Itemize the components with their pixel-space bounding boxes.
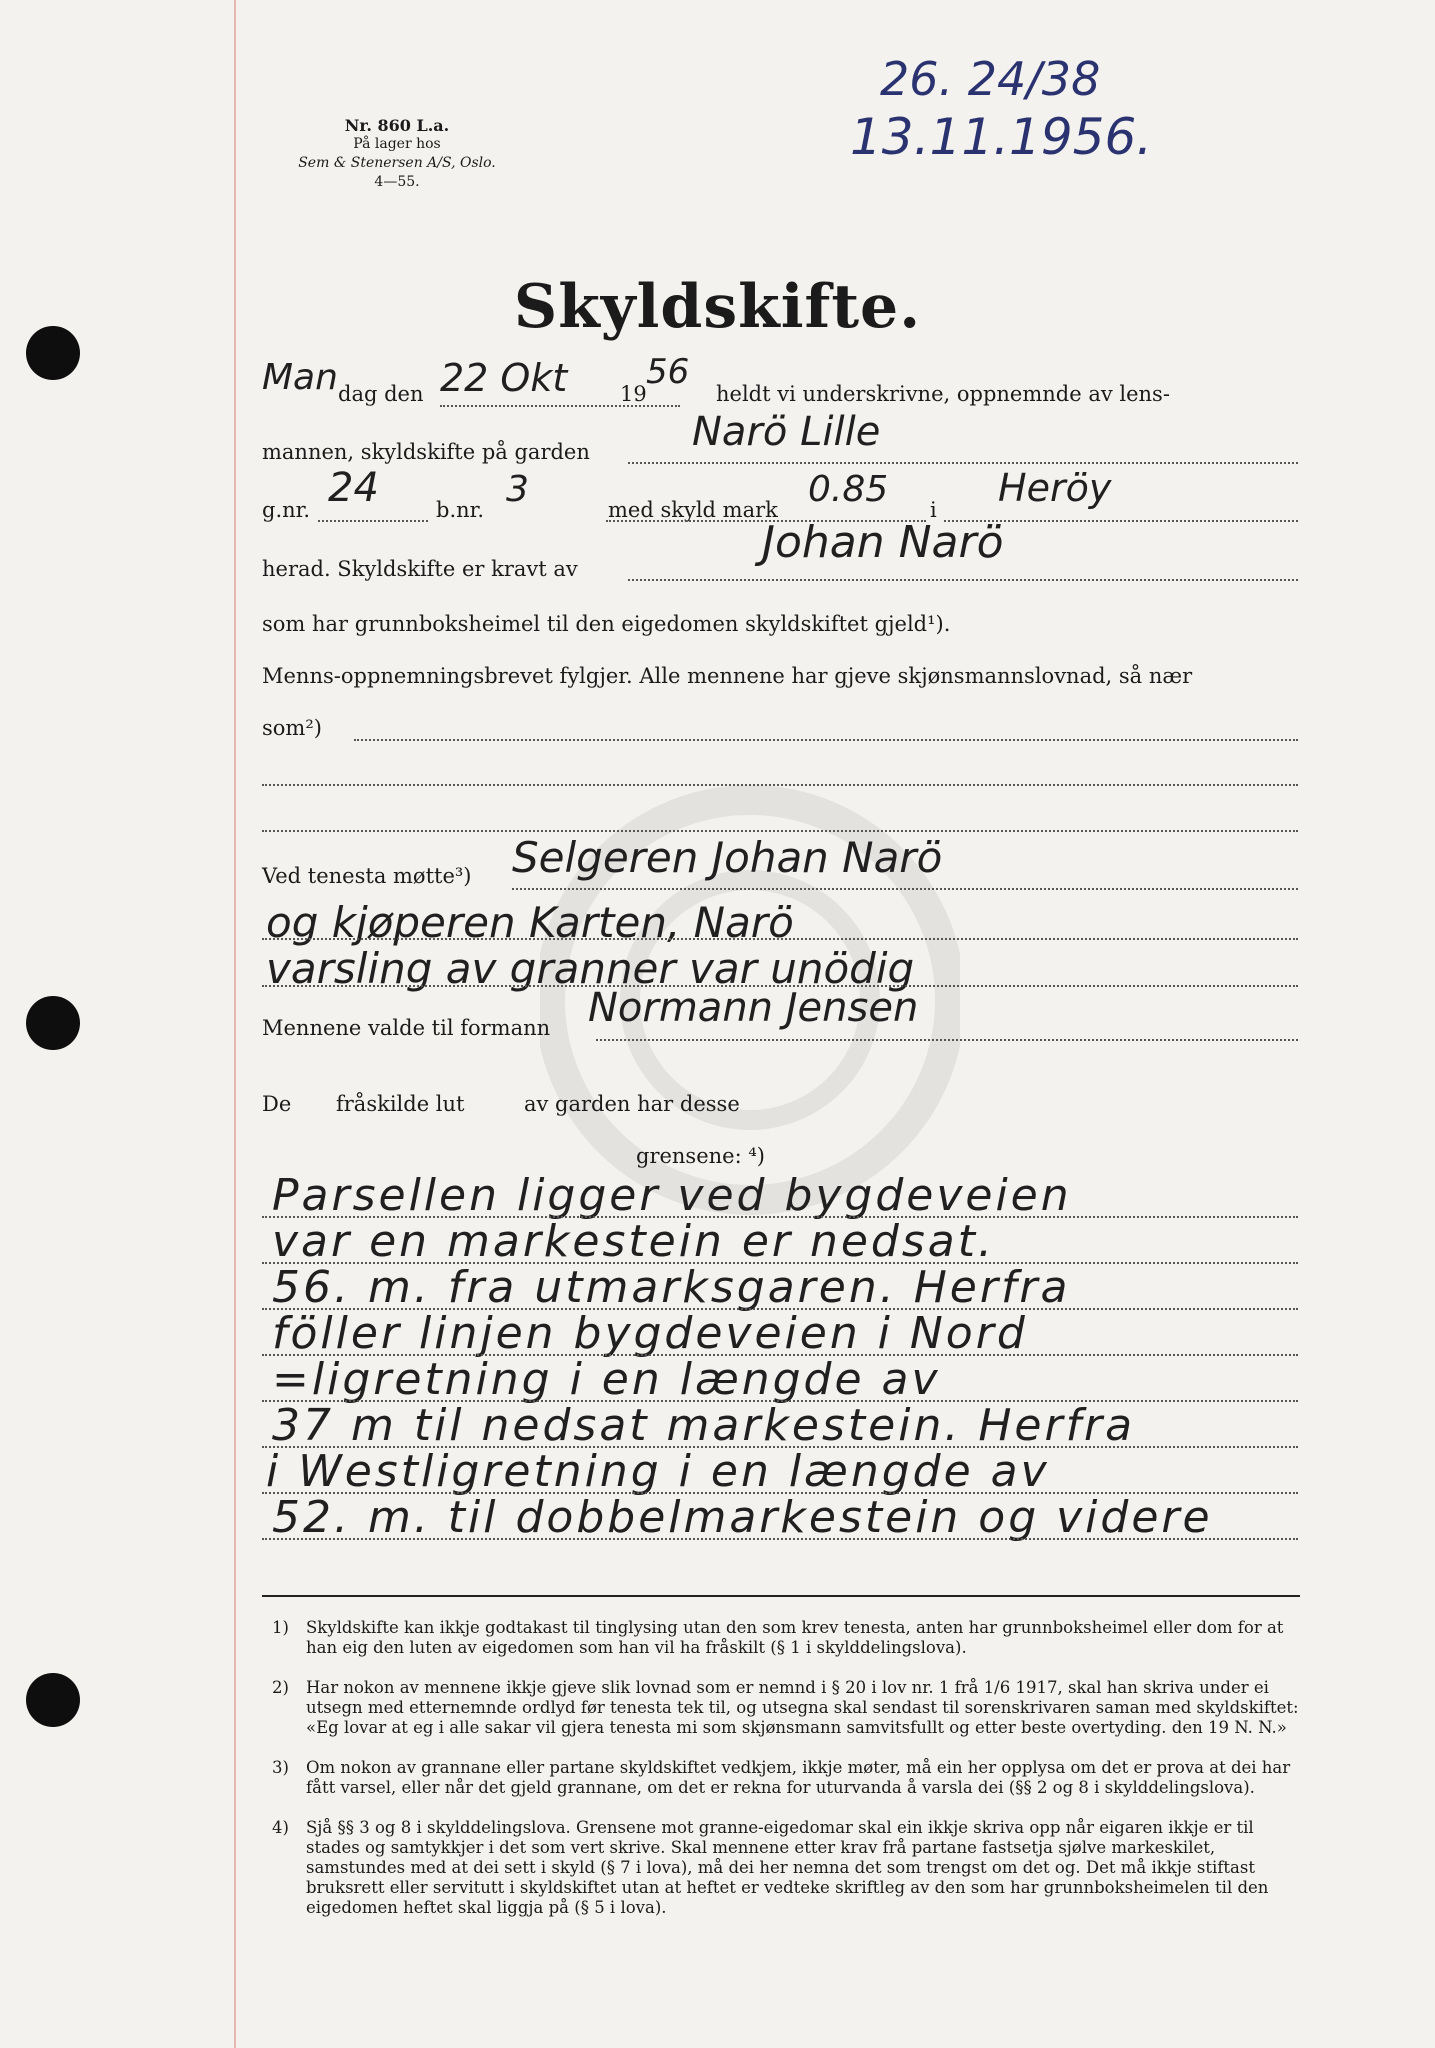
boundary-line: föller linjen bygdeveien i Nord <box>272 1308 1028 1359</box>
krav-line <box>628 579 1298 581</box>
herad-handwritten: Heröy <box>998 466 1112 510</box>
som-label: som²) <box>262 716 322 740</box>
bnr-label: b.nr. <box>436 498 485 522</box>
boundary-line: 37 m til nedsat markestein. Herfra <box>272 1400 1136 1451</box>
garden-label: mannen, skyldskifte på garden <box>262 440 590 464</box>
form-number: Nr. 860 L.a. <box>344 116 450 135</box>
footnote-text: Har nokon av mennene ikkje gjeve slik lovnad som er nemnd i § 20 i lov nr. 1 frå 1/6 1917, skal han skriva under ei utsegn med etternemnde ordlyd før tenesta tek til, og utsegna skal sendast til sorenskrivaren saman med skyldskiftet: «Eg lovar at eg i alle sakar vil gjera tenesta mi som skjønsmann samvitsfullt og etter beste overtyding. den 19 N. N.» <box>306 1678 1299 1737</box>
som-row <box>262 714 1300 742</box>
i-label: i <box>930 498 937 522</box>
reference-number: 26. 24/38 <box>880 52 1101 106</box>
footnote-number: 1) <box>272 1618 289 1637</box>
gnr-handwritten: 24 <box>328 465 379 511</box>
date-line <box>440 405 680 407</box>
boundary-line: 52. m. til dobbelmarkestein og videre <box>272 1492 1213 1543</box>
krav-handwritten: Johan Narö <box>762 517 1004 568</box>
mott-label: Ved tenesta møtte³) <box>262 864 472 888</box>
mott-handwritten-3: varsling av granner var unödig <box>266 944 915 993</box>
skyld-handwritten: 0.85 <box>808 469 889 510</box>
garden-handwritten: Narö Lille <box>692 409 881 455</box>
som-line-1 <box>354 739 1298 741</box>
footnote-text: Om nokon av grannane eller partane skyldskiftet vedkjem, ikkje møter, må ein her opplysa om det er prova at dei har fått varsel, eller når det gjeld grannane, om det er rekna for uturvanda å varsla dei (§§ 2 og 8 i skylddelingslova). <box>306 1758 1291 1797</box>
bnr-handwritten: 3 <box>506 469 529 510</box>
footnote-number: 3) <box>272 1758 289 1777</box>
imprint-stock: På lager hos <box>353 136 441 152</box>
reference-date: 13.11.1956. <box>850 108 1153 166</box>
footnote-number: 4) <box>272 1818 289 1837</box>
formann-label: Mennene valde til formann <box>262 1016 551 1040</box>
footnote-number: 2) <box>272 1678 289 1697</box>
garden-line <box>628 462 1298 464</box>
mott-line-1 <box>512 888 1298 890</box>
boundary-rule <box>262 1538 1298 1540</box>
skyld-label: med skyld mark <box>608 498 778 522</box>
weekday-handwritten: Man <box>262 357 338 398</box>
year-handwritten: 56 <box>646 352 690 392</box>
lut-label-2: fråskilde lut <box>336 1092 465 1116</box>
heimel-row: som har grunnboksheimel til den eigedomen skyldskiftet gjeld¹). <box>262 612 951 636</box>
boundary-line: 56. m. fra utmarksgaren. Herfra <box>272 1262 1071 1313</box>
formann-handwritten: Normann Jensen <box>588 985 919 1031</box>
boundary-line: var en markestein er nedsat. <box>272 1216 995 1267</box>
footnote-text: Sjå §§ 3 og 8 i skylddelingslova. Grensene mot granne-eigedomar skal ein ikkje skriva opp når eigaren ikkje er til stades og samtykkjer i det som vert skrive. Skal mennene etter krav frå partane fastsetja sjølve markeskilet, samstundes med at dei sett i skyld (§ 7 i lova), må dei her nemna det som trengst om det og. Det må ikkje stiftast bruksrett eller servitutt i skyldskiftet utan at heftet er vedteke skriftleg av den som har grunnboksheimelen til den eigedomen heftet skal liggja på (§ 5 i lova). <box>306 1818 1269 1917</box>
intro-text: heldt vi underskrivne, oppnemnde av lens- <box>716 382 1170 406</box>
punch-hole <box>26 996 80 1050</box>
lut-label-1: De <box>262 1092 292 1116</box>
footnote-rule <box>262 1595 1300 1597</box>
imprint-publisher: Sem & Stenersen A/S, Oslo. <box>298 155 496 171</box>
som-line-2 <box>262 784 1298 786</box>
dag-label: dag den <box>338 382 424 406</box>
mott-handwritten-2: og kjøperen Karten, Narö <box>266 898 794 947</box>
punch-hole <box>26 1673 80 1727</box>
date-handwritten: 22 Okt <box>440 356 568 400</box>
lut-label-3: av garden har desse <box>524 1092 740 1116</box>
som-line-3 <box>262 830 1298 832</box>
boundary-line: Parsellen ligger ved bygdeveien <box>272 1170 1072 1221</box>
document-title: Skyldskifte. <box>513 272 922 342</box>
menn-row: Menns-oppnemningsbrevet fylgjer. Alle mennene har gjeve skjønsmannslovnad, så nær <box>262 664 1193 688</box>
grensene-label: grensene: ⁴) <box>636 1144 765 1168</box>
boundary-line: i Westligretning i en længde av <box>266 1446 1050 1497</box>
printer-imprint <box>292 116 502 192</box>
year-prefix: 19 <box>620 382 647 406</box>
gnr-line <box>318 520 428 522</box>
krav-label: herad. Skyldskifte er kravt av <box>262 557 578 581</box>
footnote-text: Skyldskifte kan ikkje godtakast til tinglysing utan den som krev tenesta, anten har grunnboksheimel eller dom for at han eig den luten av eigedomen som han vil ha fråskilt (§ 1 i skylddelingslova). <box>306 1618 1284 1657</box>
mott-handwritten-1: Selgeren Johan Narö <box>512 833 943 882</box>
boundary-line: =ligretning i en længde av <box>272 1354 941 1405</box>
gnr-label: g.nr. <box>262 498 311 522</box>
formann-line <box>596 1039 1298 1041</box>
mott-line-2 <box>262 938 1298 940</box>
imprint-edition: 4—55. <box>374 174 420 190</box>
